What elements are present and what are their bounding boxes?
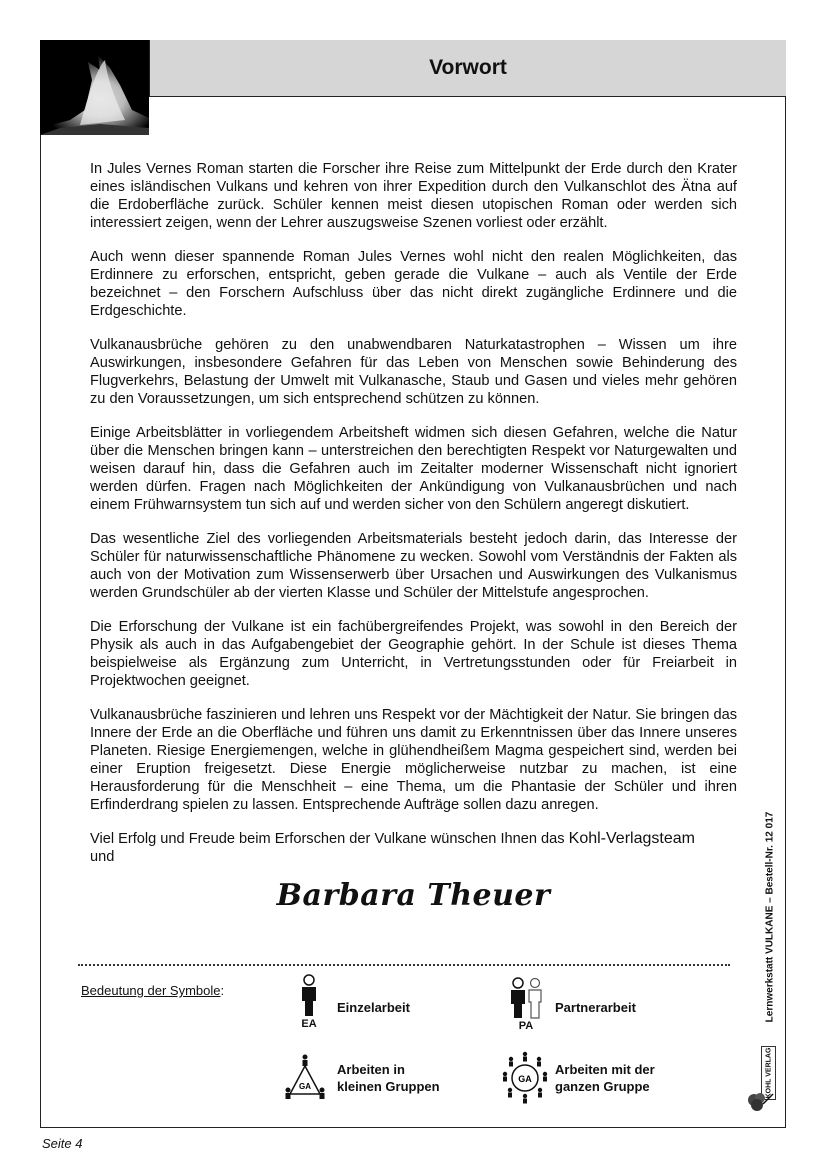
sidebar-order-text: Lernwerkstatt VULKANE – Bestell-Nr. 12 017 [764, 811, 776, 1023]
page-number: Seite 4 [42, 1136, 83, 1151]
legend-label-small-group [337, 1061, 440, 1095]
tree-logo-icon [745, 1090, 775, 1114]
page-header [149, 40, 786, 97]
ea-code: EA [301, 1018, 317, 1030]
partner-icon [508, 976, 544, 1034]
volcano-eruption-photo [40, 40, 149, 135]
legend-label-line: Arbeiten mit der [555, 1062, 655, 1077]
paragraph: Vulkanausbrüche faszinieren und lehren uns Respekt vor der Mächtigkeit der Natur. Sie bringen das Innere der Erde an die Oberfläche und führen uns damit zu Erkenntnissen über das Innere unseres Planeten. Riesige Energiemengen, welche in glühendheißem Magma gespeichert sind, werden bei einer Eruption freigesetzt. Diese Energie möglicherweise nutzbar zu machen, ist eine Herausforderung für die Menschheit – eine Thema, um die Phantasie der Schüler und ihren Erfinderdrang spielen zu lassen. Entsprechende Aufträge sollen dazu anregen. [90, 707, 737, 813]
paragraph: Die Erforschung der Vulkane ist ein fachübergreifendes Projekt, was sowohl in den Bereich der Physik als auch in das Aufgabengebiet der Geographie gehört. In der Schule ist dieses Thema beispielweise als Ergänzung zum Unterricht, in Vertretungsstunden oder für Freiarbeit in Projektwochen geeignet. [90, 619, 737, 689]
whole-group-code: GA [518, 1074, 532, 1084]
legend-label-line: Partnerarbeit [555, 1000, 636, 1015]
closing-line [90, 830, 737, 866]
page-title: Vorwort [429, 56, 507, 79]
preface-body [90, 160, 737, 866]
legend-label-line: Einzelarbeit [337, 1000, 410, 1015]
whole-group-icon [502, 1050, 548, 1104]
paragraph: Einige Arbeitsblätter in vorliegendem Arbeitsheft widmen sich diesen Gefahren, welche die Natur über die Menschen bringen kann – unterstreichen den berechtigten Respekt vor Naturgewalten und weisen darauf hin, dass die Gefahren auch im Zeitalter moderner Wissenschaft nicht ignoriert werden dürfen. Fragen nach Möglichkeiten der Ankündigung von Vulkanausbrüchen und nach einem Frühwarnsystem tun sich auf und werden sicher von den Schülern angeregt diskutiert. [90, 425, 737, 513]
single-person-icon [296, 974, 322, 1032]
pa-code: PA [518, 1020, 534, 1032]
publisher-logo-text: KOHL VERLAG [765, 1047, 772, 1099]
publisher-team: Kohl-Verlagsteam [568, 830, 695, 847]
legend-colon: : [220, 983, 225, 998]
sidebar-order-info [760, 802, 780, 1032]
legend-label-single [337, 999, 410, 1016]
legend-label-line: kleinen Gruppen [337, 1079, 440, 1094]
paragraph: In Jules Vernes Roman starten die Forscher ihre Reise zum Mittelpunkt der Erde durch den Krater eines isländischen Vulkans und kehren von ihrer Expedition durch den Vulkanschlot des Ätna auf die Erdoberfläche zurück. Schüler kennen meist diesen utopischen Roman oder werden sich interessiert zeigen, wenn der Lehrer auszugsweise Szenen vorliest oder erzählt. [90, 161, 737, 231]
legend-label-partner [555, 999, 636, 1016]
legend-title-text: Bedeutung der Symbole [81, 983, 221, 998]
closing-and: und [90, 849, 115, 865]
small-group-icon [284, 1052, 326, 1102]
paragraph: Auch wenn dieser spannende Roman Jules Vernes wohl nicht den realen Möglichkeiten, das Erdinnere zu erforschen, entspricht, geben gerade die Vulkane – auch als Ventile der Erde bezeichnet – den Forschern Aufschluss über das nicht direkt zugängliche Erdinnere und die Erdgeschichte. [90, 249, 737, 319]
author-signature: Barbara Theuer [276, 878, 551, 913]
legend-label-whole-group [555, 1061, 655, 1095]
closing-text: Viel Erfolg und Freude beim Erforschen der Vulkane wünschen Ihnen das [90, 831, 565, 847]
small-group-code: GA [299, 1082, 311, 1091]
legend-label-line: Arbeiten in [337, 1062, 405, 1077]
legend-label-line: ganzen Gruppe [555, 1079, 650, 1094]
legend-title [81, 983, 224, 998]
dotted-divider [78, 964, 730, 966]
paragraph: Das wesentliche Ziel des vorliegenden Arbeitsmaterials besteht jedoch darin, das Interesse der Schüler für naturwissenschaftliche Phänomene zu wecken. Sowohl vom Verständnis der Fakten als auch von der Motivation zum Wissenserwerb über Ursachen und Auswirkungen des Vulkanismus werden Grundschüler ab der vierten Klasse und Schüler der Mittelstufe angesprochen. [90, 531, 737, 601]
paragraph: Vulkanausbrüche gehören zu den unabwendbaren Naturkatastrophen – Wissen um ihre Auswirkungen, insbesondere Gefahren für das Leben von Menschen sowie Behinderung des Flugverkehrs, Belastung der Umwelt mit Vulkanasche, Staub und Gasen und vieles mehr gehören zu den Voraussetzungen, um sich entsprechend schützen zu können. [90, 337, 737, 407]
